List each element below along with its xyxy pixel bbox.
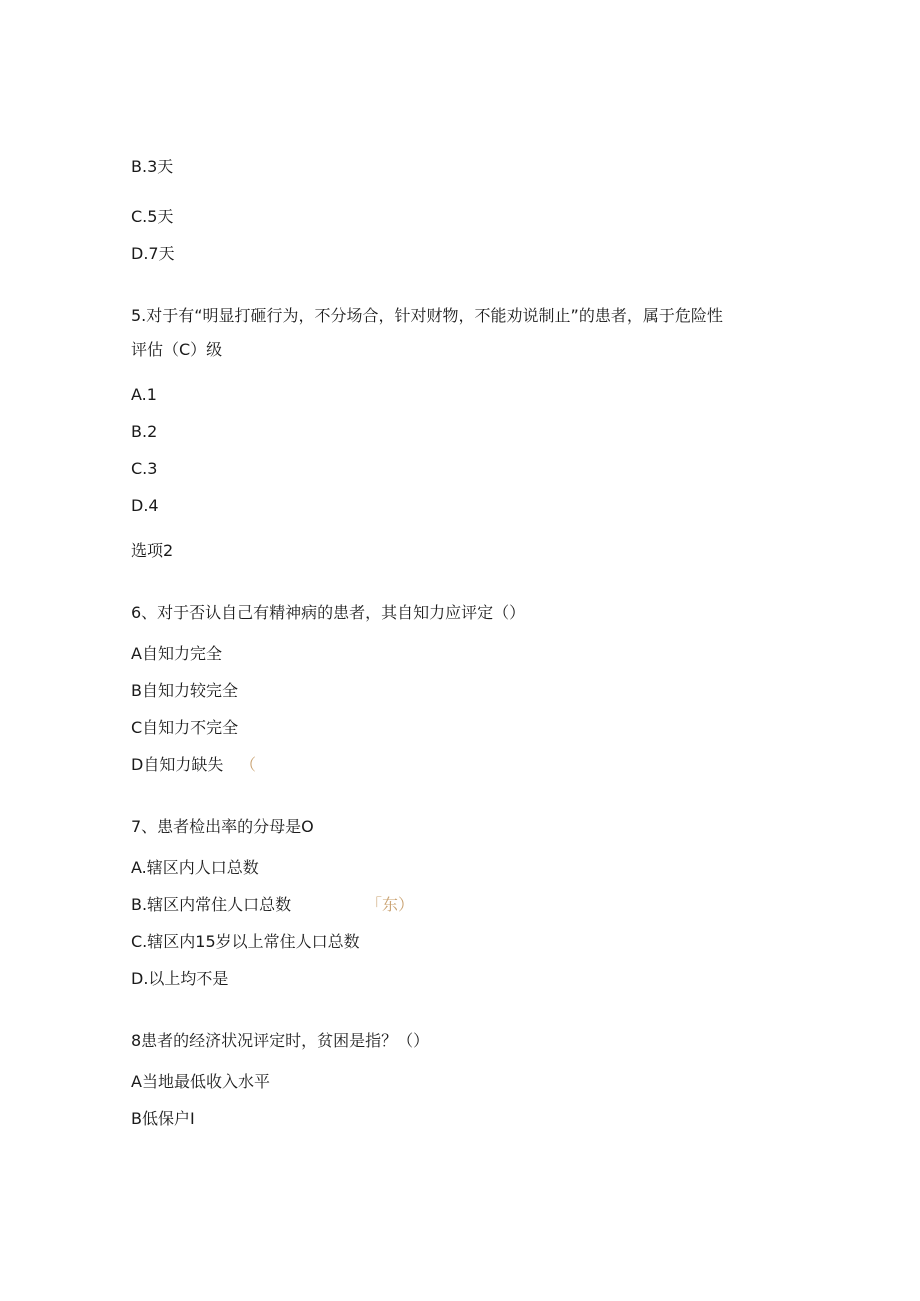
option-d-q6: D自知力缺失 <box>131 755 224 774</box>
option-d-q7: D.以上均不是 <box>131 969 229 988</box>
option-c-q7: C.辖区内15岁以上常住人口总数 <box>131 932 360 951</box>
option-a-q7: A.辖区内人口总数 <box>131 858 259 877</box>
question-7: 7、患者检出率的分母是O <box>131 817 314 836</box>
question-5-line-1: 5.对于有“明显打砸行为，不分场合，针对财物，不能劝说制止”的患者，属于危险性 <box>131 306 723 325</box>
option-c-q5: C.3 <box>131 459 158 478</box>
answer-note-q5: 选项2 <box>131 541 174 560</box>
annotation-mark-q6: （ <box>240 755 257 774</box>
option-b-q4: B.3天 <box>131 157 174 176</box>
option-b-q6: B自知力较完全 <box>131 681 238 700</box>
question-6: 6、对于否认自己有精神病的患者，其自知力应评定（） <box>131 603 526 622</box>
option-a-q6: A自知力完全 <box>131 644 222 663</box>
annotation-mark-q7: 「东） <box>366 895 415 914</box>
option-d-q4: D.7天 <box>131 244 175 263</box>
option-c-q6: C自知力不完全 <box>131 718 239 737</box>
option-b-q7: B.辖区内常住人口总数 <box>131 895 292 914</box>
question-5-line-2: 评估（C）级 <box>131 340 223 359</box>
option-c-q4: C.5天 <box>131 207 174 226</box>
option-a-q5: A.1 <box>131 385 157 404</box>
question-8: 8患者的经济状况评定时，贫困是指？（） <box>131 1031 430 1050</box>
option-a-q8: A当地最低收入水平 <box>131 1072 270 1091</box>
option-b-q5: B.2 <box>131 422 158 441</box>
option-b-q8: B低保户I <box>131 1109 195 1128</box>
option-d-q5: D.4 <box>131 496 159 515</box>
